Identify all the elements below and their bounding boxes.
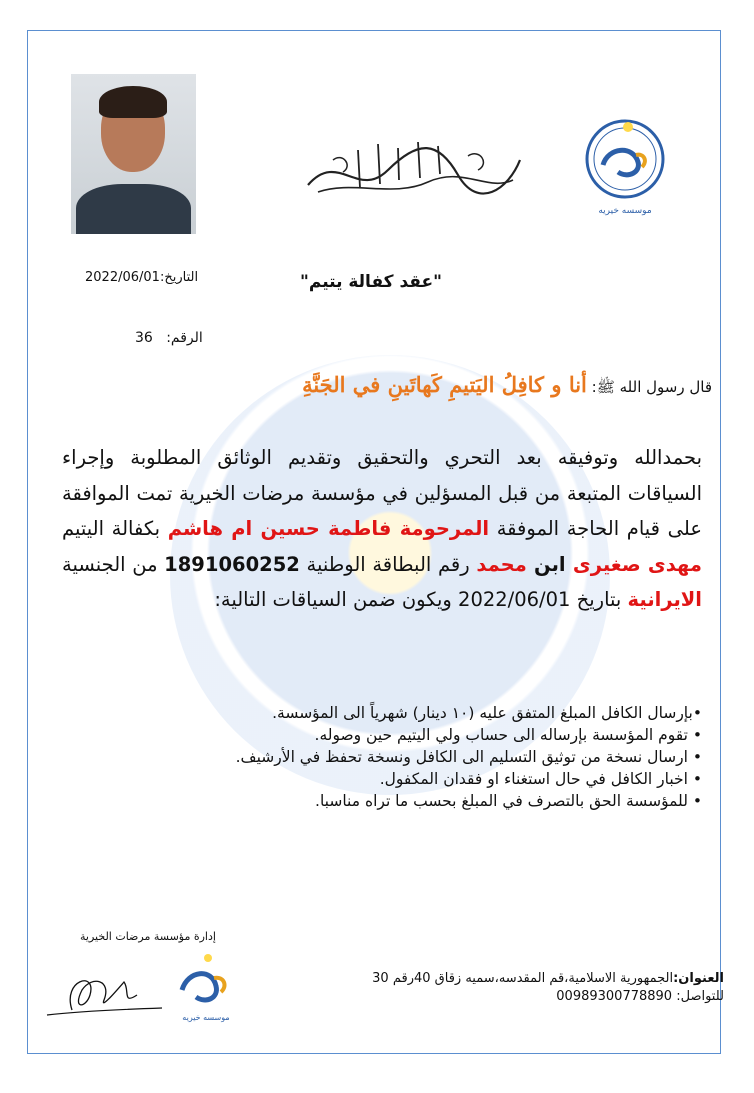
address-value: الجمهورية الاسلامية،قم المقدسه،سميه زقاق 40رقم 30: [372, 971, 674, 986]
orphan-photo: [71, 74, 196, 234]
nationality: الايرانية: [627, 588, 702, 611]
bismillah-calligraphy: [298, 130, 528, 210]
number-value: 36: [135, 330, 153, 346]
signature: [42, 960, 167, 1025]
hadith-quote: أنا و كافِلُ اليَتيمِ كَهاتَينِ في الجَنَّةِ: [302, 372, 587, 397]
contact-value: 00989300778890: [556, 989, 673, 1004]
address-block: [372, 970, 724, 1006]
national-id: 1891060252: [164, 552, 300, 576]
hadith-prefix: قال رسول الله ﷺ:: [591, 378, 712, 396]
condition-item: •بإرسال الكافل المبلغ المتفق عليه (١٠ دينار) شهرياً الى المؤسسة.: [272, 704, 702, 722]
condition-item: • اخبار الكافل في حال استغناء او فقدان المكفول.: [379, 770, 702, 788]
body-text-1: بحمدالله وتوفيقه بعد التحري والتحقيق وتقديم الوثائق المطلوبة وإجراء السياقات المتبعة من قبل المسؤلين في مؤسسة مرضات الخيرية تمت الموافقة على قيام الحاجة الموفقة: [62, 446, 702, 540]
logo-caption: موسسه خيريه: [598, 206, 652, 216]
orphan-name: مهدى صغيرى: [572, 552, 702, 576]
conditions-list: [150, 702, 702, 812]
date-label: التاريخ:: [159, 270, 199, 285]
condition-item: • تقوم المؤسسة بإرساله الى حساب ولي اليتيم حين وصوله.: [314, 726, 702, 744]
body-text-4: من الجنسية: [62, 552, 165, 576]
body-text-6: ويكون ضمن السياقات التالية:: [214, 588, 459, 611]
ibn-word: ابن: [526, 552, 573, 576]
contract-body: [62, 440, 702, 618]
date-line: [85, 270, 198, 285]
hadith-line: [302, 372, 712, 400]
number-label: الرقم:: [166, 330, 203, 346]
date-value: 2022/06/01: [85, 270, 160, 285]
address-label: العنوان:: [673, 971, 724, 986]
body-text-3: رقم البطاقة الوطنية: [299, 552, 477, 576]
condition-item: • ارسال نسخة من توثيق التسليم الى الكافل ونسخة تحفظ في الأرشيف.: [235, 748, 702, 766]
guardian-name: المرحومة فاطمة حسين ام هاشم: [167, 517, 490, 540]
father-name: محمد: [476, 552, 527, 576]
document-title: "عقد كفالة يتيم": [300, 272, 443, 292]
number-line: [135, 330, 203, 346]
logo-small-caption: موسسه خيريه: [182, 1013, 230, 1022]
foundation-logo-small: [170, 950, 245, 1025]
body-text-5: بتاريخ: [570, 588, 628, 611]
contract-date: 2022/06/01: [458, 588, 571, 611]
contact-label: للتواصل:: [676, 989, 724, 1004]
foundation-logo: [578, 117, 673, 217]
admin-label: إدارة مؤسسة مرضات الخيرية: [80, 930, 216, 943]
body-text-2: بكفالة اليتيم: [62, 517, 168, 540]
condition-item: • للمؤسسة الحق بالتصرف في المبلغ بحسب ما تراه مناسبا.: [315, 792, 702, 810]
